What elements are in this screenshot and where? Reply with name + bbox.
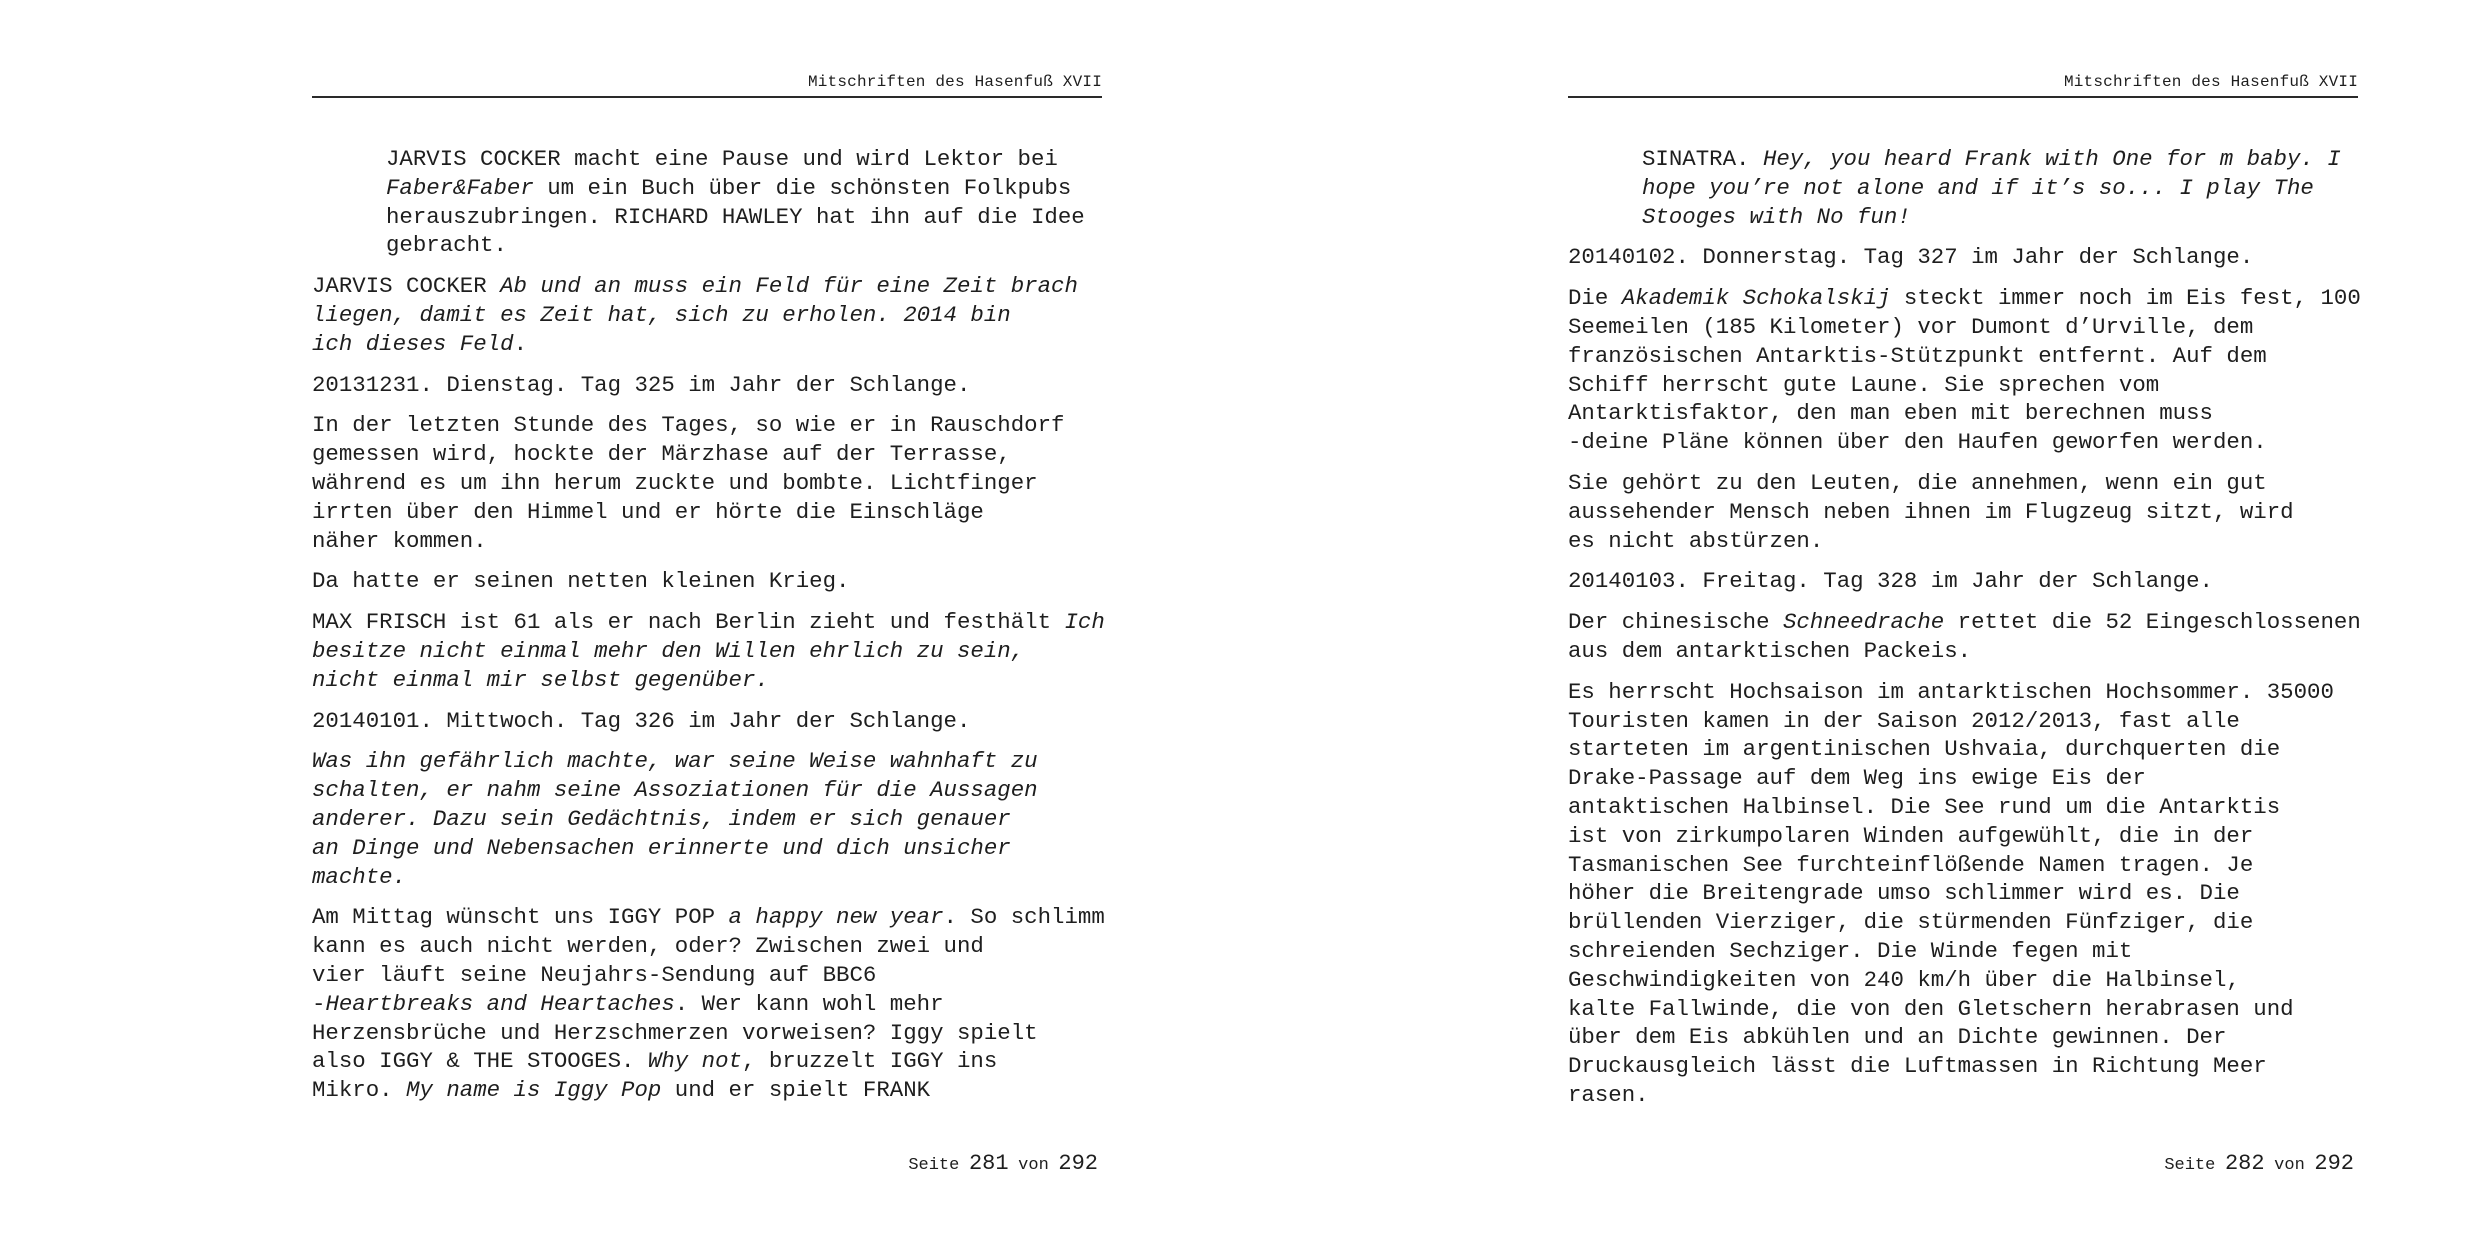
footer-of: von — [1018, 1156, 1049, 1175]
text-line — [1568, 1023, 2358, 1052]
text-line — [312, 498, 1102, 527]
text-line — [312, 1076, 1102, 1105]
text-line — [312, 608, 1105, 637]
paragraph — [1568, 284, 2361, 457]
text-segment: Druckausgleich lässt die Luftmassen in Richtung Meer — [1568, 1053, 2267, 1080]
running-head: Mitschriften des Hasenfuß XVII — [2063, 73, 2358, 91]
text-line — [312, 330, 1102, 359]
text-line — [1568, 851, 2358, 880]
text-line — [386, 145, 1102, 174]
text-segment: vier läuft seine Neujahrs-Sendung auf BBC6 — [312, 961, 877, 988]
text-line — [1568, 637, 2358, 666]
text-segment: SINATRA. — [1642, 146, 1763, 172]
right-page — [1568, 0, 2361, 1240]
text-segment: aussehender Mensch neben ihnen im Flugzeug sitzt, wird — [1568, 498, 2294, 525]
text-line — [312, 863, 1102, 892]
paragraph — [1568, 678, 2358, 1110]
text-segment: französischen Antarktis-Stützpunkt entfernt. Auf dem — [1568, 342, 2267, 369]
paragraph — [312, 707, 1102, 736]
footer-prefix: Seite — [2164, 1156, 2216, 1175]
text-line — [1642, 145, 2358, 174]
text-segment: Tasmanischen See furchteinflößende Namen tragen. Je — [1568, 851, 2254, 878]
italic-text-segment: Ab und an muss ein Feld für eine Zeit brach — [500, 273, 1078, 300]
text-segment: Mikro. — [312, 1077, 407, 1104]
text-line — [312, 567, 1102, 596]
paragraph — [312, 608, 1105, 694]
text-line — [312, 1047, 1102, 1076]
text-segment: aus dem antarktischen Packeis. — [1568, 637, 1972, 664]
footer-of: von — [2274, 1156, 2305, 1175]
text-segment: - — [312, 990, 326, 1017]
text-line — [1568, 428, 2358, 457]
text-line — [1568, 284, 2361, 313]
paragraph — [312, 747, 1102, 891]
italic-text-segment: besitze nicht einmal mehr den Willen ehrlich zu sein, — [312, 637, 1025, 664]
paragraph — [312, 903, 1105, 1105]
paragraph — [312, 411, 1102, 555]
text-segment: über dem Eis abkühlen und an Dichte gewinnen. Der — [1568, 1024, 2227, 1051]
text-segment: 20140101. Mittwoch. Tag 326 im Jahr der Schlange. — [312, 707, 971, 734]
italic-text-segment: Schneedrache — [1783, 609, 1945, 636]
text-line — [312, 301, 1102, 330]
text-line — [1568, 469, 2358, 498]
text-line — [1568, 313, 2358, 342]
text-line — [1568, 879, 2358, 908]
text-line — [1568, 243, 2358, 272]
total-page-number: 292 — [1058, 1151, 1098, 1176]
page-number-footer — [312, 1150, 1098, 1180]
text-segment: MAX FRISCH ist 61 als er nach Berlin zieht und festhält — [312, 609, 1065, 636]
text-segment: 20140102. Donnerstag. Tag 327 im Jahr der Schlange. — [1568, 244, 2254, 271]
italic-text-segment: a happy new year — [728, 904, 944, 931]
paragraph — [1568, 145, 2358, 231]
italic-text-segment: nicht einmal mir selbst gegenüber. — [312, 666, 769, 693]
text-segment: Herzensbrüche und Herzschmerzen vorweisen? Iggy spielt — [312, 1019, 1038, 1046]
text-line — [1568, 735, 2358, 764]
header-rule — [312, 96, 1102, 98]
italic-text-segment: liegen, damit es Zeit hat, sich zu erholen. 2014 bin — [312, 301, 1011, 328]
text-line — [1568, 908, 2358, 937]
text-segment: JARVIS COCKER macht eine Pause und wird Lektor bei — [386, 146, 1058, 172]
text-line — [312, 637, 1102, 666]
text-segment: kann es auch nicht werden, oder? Zwischen zwei und — [312, 933, 984, 960]
text-segment: 20140103. Freitag. Tag 328 im Jahr der Schlange. — [1568, 568, 2213, 595]
page-body — [1568, 145, 2361, 1122]
text-line — [312, 834, 1102, 863]
text-line — [312, 272, 1102, 301]
text-segment: Da hatte er seinen netten kleinen Krieg. — [312, 568, 850, 595]
text-line — [312, 903, 1105, 932]
italic-text-segment: Stooges with No fun! — [1642, 203, 1911, 230]
text-line — [312, 1019, 1102, 1048]
text-line — [1568, 995, 2358, 1024]
text-segment: während es um ihn herum zuckte und bombte. Lichtfinger — [312, 469, 1038, 496]
text-segment: Geschwindigkeiten von 240 km/h über die Halbinsel, — [1568, 966, 2240, 993]
text-line — [312, 805, 1102, 834]
text-segment: Touristen kamen in der Saison 2012/2013, fast alle — [1568, 707, 2240, 734]
text-segment: brüllenden Vierziger, die stürmenden Fünfziger, die — [1568, 909, 2254, 936]
left-page — [312, 0, 1105, 1240]
text-line — [312, 469, 1102, 498]
italic-text-segment: Was ihn gefährlich machte, war seine Weise wahnhaft zu — [312, 748, 1038, 775]
text-segment: . So schlimm — [943, 904, 1105, 931]
text-segment: gemessen wird, hockte der Märzhase auf der Terrasse, — [312, 441, 1011, 468]
text-segment: JARVIS COCKER — [312, 273, 501, 300]
header-rule — [1568, 96, 2358, 98]
text-line — [386, 203, 1102, 232]
paragraph — [312, 371, 1102, 400]
text-segment: antaktischen Halbinsel. Die See rund um die Antarktis — [1568, 793, 2281, 820]
text-segment: rettet die 52 Eingeschlossenen — [1944, 609, 2361, 636]
text-segment: In der letzten Stunde des Tages, so wie er in Rauschdorf — [312, 412, 1065, 439]
italic-text-segment: ich dieses Feld — [312, 330, 514, 357]
text-line — [312, 440, 1102, 469]
text-segment: Sie gehört zu den Leuten, die annehmen, wenn ein gut — [1568, 469, 2267, 496]
text-segment: es nicht abstürzen. — [1568, 527, 1824, 554]
text-line — [312, 371, 1102, 400]
text-segment: ist von zirkumpolaren Winden aufgewühlt, die in der — [1568, 822, 2254, 849]
text-segment: um ein Buch über die schönsten Folkpubs — [533, 174, 1072, 201]
text-line — [312, 776, 1102, 805]
text-segment: schreienden Sechziger. Die Winde fegen mit — [1568, 937, 2133, 964]
text-line — [1568, 527, 2358, 556]
text-segment: 20131231. Dienstag. Tag 325 im Jahr der Schlange. — [312, 371, 971, 398]
italic-text-segment: Heartbreaks and Heartaches — [325, 990, 675, 1017]
paragraph — [312, 145, 1102, 260]
text-segment: Drake-Passage auf dem Weg ins ewige Eis der — [1568, 765, 2146, 792]
text-line — [1642, 174, 2358, 203]
paragraph — [312, 272, 1102, 358]
text-line — [312, 666, 1102, 695]
text-line — [1568, 498, 2358, 527]
text-line — [312, 961, 1102, 990]
text-line — [312, 411, 1102, 440]
text-line — [386, 174, 1102, 203]
text-line — [1568, 793, 2358, 822]
text-segment: Schiff herrscht gute Laune. Sie sprechen vom — [1568, 371, 2160, 398]
text-segment: Am Mittag wünscht uns IGGY POP — [312, 904, 729, 931]
text-line — [312, 747, 1102, 776]
text-segment: und er spielt FRANK — [661, 1077, 931, 1104]
text-line — [1568, 678, 2358, 707]
text-line — [1568, 707, 2358, 736]
text-segment: kalte Fallwinde, die von den Gletschern herabrasen und — [1568, 995, 2294, 1022]
paragraph — [1568, 243, 2358, 272]
text-line — [1568, 1081, 2358, 1110]
paragraph — [1568, 567, 2358, 596]
text-segment: starteten im argentinischen Ushvaia, durchquerten die — [1568, 736, 2281, 763]
text-segment: höher die Breitengrade umso schlimmer wird es. Die — [1568, 880, 2240, 907]
paragraph — [1568, 608, 2361, 666]
text-segment: . Wer kann wohl mehr — [674, 990, 944, 1017]
text-segment: Der chinesische — [1568, 609, 1783, 636]
text-segment: irrten über den Himmel und er hörte die Einschläge — [312, 498, 984, 525]
italic-text-segment: My name is Iggy Pop — [406, 1077, 662, 1104]
text-segment: rasen. — [1568, 1081, 1649, 1108]
text-line — [312, 990, 1102, 1019]
current-page-number: 281 — [968, 1151, 1009, 1176]
text-segment: Antarktisfaktor, den man eben mit berechnen muss — [1568, 400, 2213, 427]
italic-text-segment: Ich — [1064, 609, 1105, 636]
text-line — [312, 527, 1102, 556]
italic-text-segment: an Dinge und Nebensachen erinnerte und dich unsicher — [312, 834, 1011, 861]
text-line — [1568, 1052, 2358, 1081]
current-page-number: 282 — [2224, 1151, 2265, 1176]
text-segment: -deine Pläne können über den Haufen geworfen werden. — [1568, 429, 2267, 456]
text-line — [1568, 764, 2358, 793]
text-line — [386, 231, 1102, 260]
text-segment: , bruzzelt IGGY ins — [741, 1048, 998, 1075]
text-segment: Die — [1568, 285, 1622, 312]
text-segment: gebracht. — [386, 232, 507, 259]
italic-text-segment: Why not — [647, 1048, 742, 1075]
text-line — [312, 932, 1102, 961]
text-line — [1568, 371, 2358, 400]
page-number-footer — [1568, 1150, 2354, 1180]
text-segment: näher kommen. — [312, 527, 487, 554]
text-line — [1568, 937, 2358, 966]
text-line — [1568, 608, 2361, 637]
text-line — [1568, 399, 2358, 428]
text-line — [312, 707, 1102, 736]
text-segment: herauszubringen. RICHARD HAWLEY hat ihn auf die Idee — [386, 203, 1085, 230]
italic-text-segment: Hey, you heard Frank with One for m baby. I — [1762, 146, 2341, 172]
total-page-number: 292 — [2314, 1151, 2354, 1176]
text-line — [1568, 966, 2358, 995]
running-head: Mitschriften des Hasenfuß XVII — [807, 73, 1102, 91]
text-line — [1568, 342, 2358, 371]
text-segment: . — [513, 330, 527, 357]
italic-text-segment: machte. — [312, 863, 407, 890]
paragraph — [1568, 469, 2358, 555]
text-line — [1642, 203, 2358, 232]
text-line — [1568, 822, 2358, 851]
italic-text-segment: anderer. Dazu sein Gedächtnis, indem er sich genauer — [312, 805, 1011, 832]
text-segment: Seemeilen (185 Kilometer) vor Dumont d’Urville, dem — [1568, 313, 2254, 340]
paragraph — [312, 567, 1102, 596]
text-segment: also IGGY & THE STOOGES. — [312, 1048, 648, 1075]
italic-text-segment: Akademik Schokalskij — [1621, 285, 1891, 312]
italic-text-segment: schalten, er nahm seine Assoziationen für die Aussagen — [312, 777, 1038, 804]
italic-text-segment: Faber&Faber — [386, 174, 534, 201]
text-line — [1568, 567, 2358, 596]
footer-prefix: Seite — [908, 1156, 960, 1175]
italic-text-segment: hope you’re not alone and if it’s so... I play The — [1642, 174, 2314, 201]
text-segment: Es herrscht Hochsaison im antarktischen Hochsommer. 35000 — [1568, 678, 2334, 705]
text-segment: steckt immer noch im Eis fest, 100 — [1890, 285, 2361, 312]
page-body — [312, 145, 1105, 1117]
